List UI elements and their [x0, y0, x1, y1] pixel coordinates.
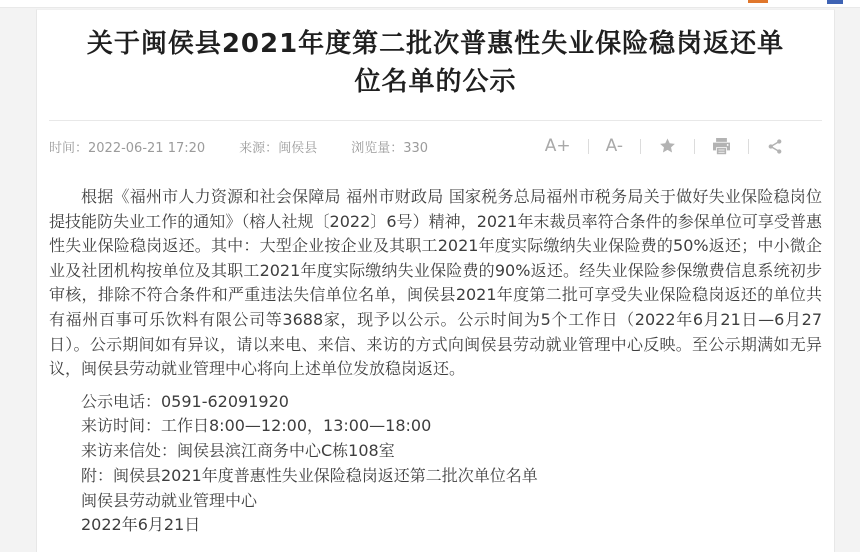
publish-time-value: 2022-06-21 17:20: [88, 140, 206, 156]
print-button[interactable]: [708, 138, 735, 155]
page-title: 关于闽侯县2021年度第二批次普惠性失业保险稳岗返还单位名单的公示: [86, 29, 785, 97]
article-toolbar: [541, 137, 788, 155]
font-increase-button[interactable]: A+: [541, 138, 575, 155]
visit-address-line: 来访来信处：闽侯县滨江商务中心C栋108室: [81, 441, 395, 461]
title-divider: [49, 120, 822, 121]
date-line: 2022年6月21日: [81, 515, 201, 535]
star-icon: [658, 137, 677, 155]
favorite-button[interactable]: [654, 137, 681, 155]
toolbar-separator: [640, 139, 641, 154]
printer-icon: [712, 138, 731, 155]
view-count-value: 330: [403, 140, 429, 156]
source-label: 来源：: [239, 140, 279, 156]
share-icon: [766, 138, 784, 155]
publish-time-label: 时间：: [49, 140, 89, 156]
source-value: 闽侯县: [278, 140, 318, 156]
view-count-label: 浏览量：: [351, 140, 404, 156]
meta-info: [49, 137, 462, 156]
article-card: [36, 9, 835, 552]
article-body: [49, 185, 822, 538]
browser-edge-strip: [0, 0, 860, 8]
toolbar-separator: [588, 139, 589, 154]
view-count: [351, 137, 428, 156]
toolbar-separator: [748, 139, 749, 154]
publish-time: [49, 137, 205, 156]
meta-row: [49, 130, 822, 162]
visit-hours-line: 来访时间：工作日8:00—12:00，13:00—18:00: [81, 416, 432, 436]
toolbar-fragment-blue: [827, 0, 843, 4]
attachment-line: 附：闽侯县2021年度普惠性失业保险稳岗返还第二批次单位名单: [81, 465, 538, 485]
toolbar-separator: [694, 139, 695, 154]
contact-phone-line: 公示电话：0591-62091920: [81, 391, 289, 411]
announcement-paragraph: 根据《福州市人力资源和社会保障局 福州市财政局 国家税务总局福州市税务局关于做好失业保险稳岗位提技能防失业工作的通知》（榕人社规〔2022〕6号）精神，2021年末裁员率符合条件的参保单位可享受普惠性失业保险稳岗返还。其中：大型企业按企业及其职工2021年度实际缴纳失业保险费的50%返还；中小微企业及社团机构按单位及其职工2021年度实际缴纳失业保险费的90%返还。经失业保险参保缴费信息系统初步审核，排除不符合条件和严重违法失信单位名单，闽侯县2021年度第二批可享受失业保险稳岗返还的单位共有福州百事可乐饮料有限公司等3688家，现予以公示。公示时间为5个工作日（2022年6月21日—6月27日）。公示期间如有异议，请以来电、来信、来访的方式向闽侯县劳动就业管理中心反映。至公示期满如无异议，闽侯县劳动就业管理中心将向上述单位发放稳岗返还。: [49, 187, 822, 379]
contact-info-block: [49, 390, 822, 538]
share-button[interactable]: [762, 138, 788, 155]
toolbar-fragment-orange: [748, 0, 768, 3]
font-decrease-button[interactable]: A-: [602, 138, 627, 155]
source: [239, 137, 317, 156]
signature-line: 闽侯县劳动就业管理中心: [81, 490, 258, 510]
